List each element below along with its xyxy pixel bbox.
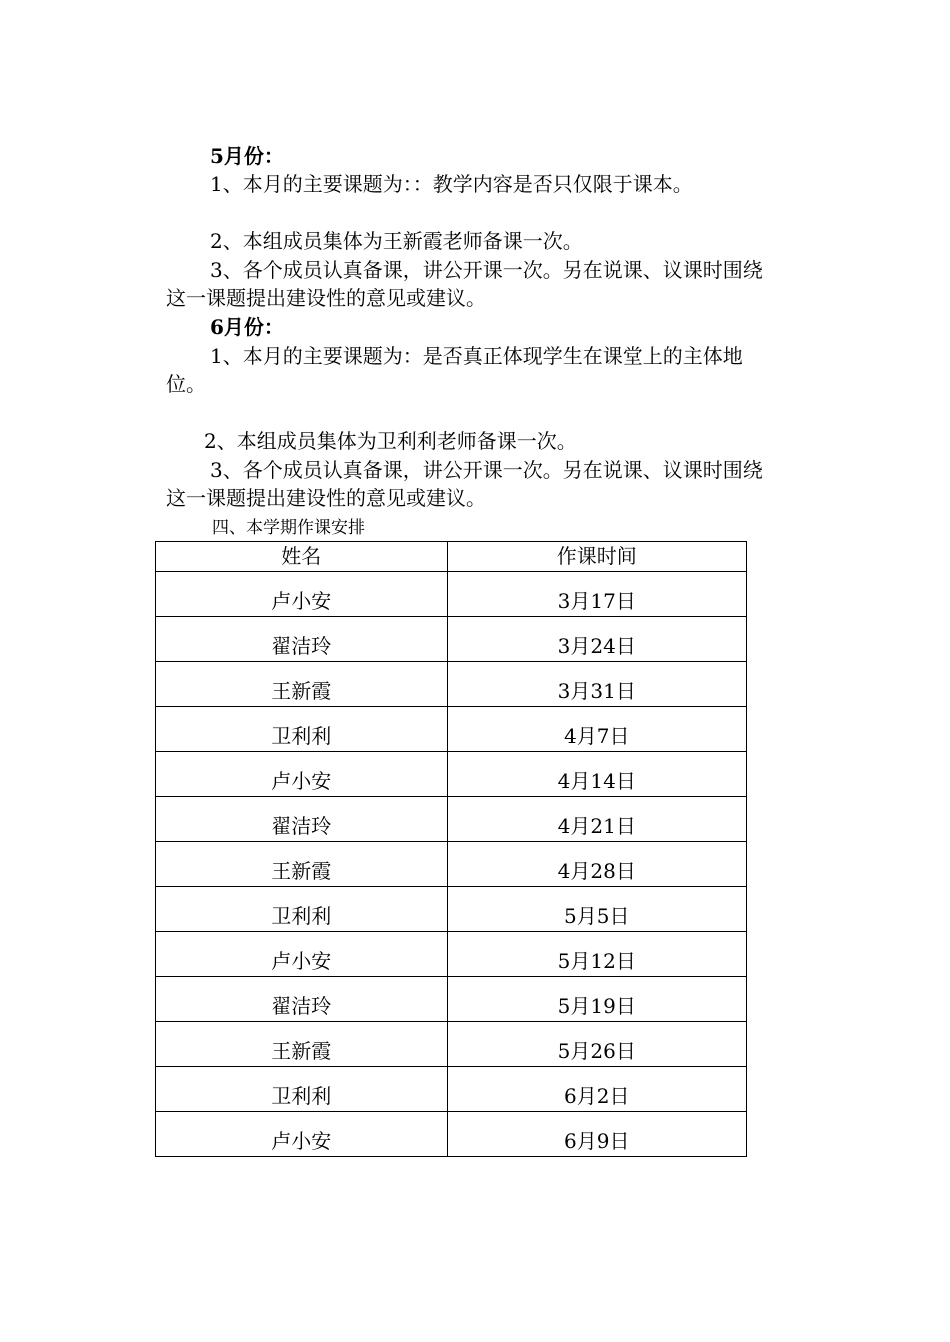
teacher-name-cell: 王新霞 — [156, 1022, 448, 1067]
lesson-date-cell: 4月28日 — [447, 842, 747, 887]
lesson-date-cell: 4月14日 — [447, 752, 747, 797]
june-heading: 6月份： — [210, 315, 284, 339]
lesson-date-cell: 3月31日 — [447, 662, 747, 707]
header-time: 作课时间 — [447, 542, 747, 572]
june-item-1-line-2: 位。 — [166, 372, 206, 396]
lesson-date-cell: 6月9日 — [447, 1112, 747, 1157]
lesson-date-cell: 5月26日 — [447, 1022, 747, 1067]
lesson-date-cell: 4月7日 — [447, 707, 747, 752]
lesson-date-cell: 6月2日 — [447, 1067, 747, 1112]
may-heading: 5月份： — [210, 144, 284, 168]
lesson-date-cell: 3月17日 — [447, 572, 747, 617]
table-row — [156, 842, 747, 887]
lesson-date-cell: 3月24日 — [447, 617, 747, 662]
teacher-name-cell: 翟洁玲 — [156, 977, 448, 1022]
lesson-date-cell: 5月5日 — [447, 887, 747, 932]
table-row — [156, 1112, 747, 1157]
may-item-3-line-1: 3、各个成员认真备课，讲公开课一次。另在说课、议课时围绕 — [210, 258, 763, 282]
teacher-name-cell: 王新霞 — [156, 662, 448, 707]
june-item-3-line-1: 3、各个成员认真备课，讲公开课一次。另在说课、议课时围绕 — [210, 458, 763, 482]
lesson-date-cell: 5月19日 — [447, 977, 747, 1022]
table-row — [156, 662, 747, 707]
table-row — [156, 1067, 747, 1112]
table-row — [156, 977, 747, 1022]
table-row — [156, 932, 747, 977]
table-row — [156, 707, 747, 752]
table-row — [156, 887, 747, 932]
schedule-table — [155, 541, 747, 1157]
teacher-name-cell: 卫利利 — [156, 887, 448, 932]
june-item-1-line-1: 1、本月的主要课题为：是否真正体现学生在课堂上的主体地 — [210, 344, 743, 368]
table-row — [156, 572, 747, 617]
may-item-1: 1、本月的主要课题为：：教学内容是否只仅限于课本。 — [210, 172, 693, 196]
table-row — [156, 617, 747, 662]
teacher-name-cell: 卢小安 — [156, 1112, 448, 1157]
header-name: 姓名 — [156, 542, 448, 572]
june-item-3-line-2: 这一课题提出建设性的意见或建议。 — [166, 486, 486, 510]
table-header-row — [156, 542, 747, 572]
lesson-date-cell: 4月21日 — [447, 797, 747, 842]
june-item-2: 2、本组成员集体为卫利利老师备课一次。 — [204, 429, 577, 453]
teacher-name-cell: 卢小安 — [156, 572, 448, 617]
section-4-title: 四、本学期作课安排 — [212, 518, 365, 538]
table-row — [156, 1022, 747, 1067]
lesson-date-cell: 5月12日 — [447, 932, 747, 977]
teacher-name-cell: 翟洁玲 — [156, 797, 448, 842]
table-row — [156, 752, 747, 797]
table-row — [156, 797, 747, 842]
teacher-name-cell: 翟洁玲 — [156, 617, 448, 662]
teacher-name-cell: 卢小安 — [156, 932, 448, 977]
may-item-3-line-2: 这一课题提出建设性的意见或建议。 — [166, 286, 486, 310]
schedule-body — [156, 572, 747, 1157]
teacher-name-cell: 卫利利 — [156, 1067, 448, 1112]
teacher-name-cell: 卫利利 — [156, 707, 448, 752]
may-item-2: 2、本组成员集体为王新霞老师备课一次。 — [210, 229, 583, 253]
teacher-name-cell: 王新霞 — [156, 842, 448, 887]
teacher-name-cell: 卢小安 — [156, 752, 448, 797]
